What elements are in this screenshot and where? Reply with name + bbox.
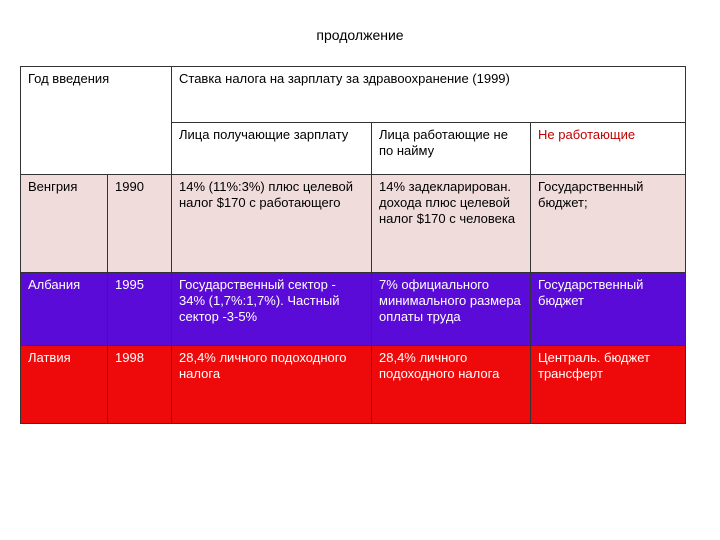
- tax-rate-table: [20, 66, 686, 424]
- self-employed-cell: 14% задекларирован. дохода плюс целевой налог $170 с человека: [372, 175, 531, 273]
- year-header-cell: [21, 67, 172, 175]
- group-header-cell: [172, 67, 686, 123]
- column-header-non-working: [531, 123, 686, 175]
- salaried-cell: 28,4% личного подоходного налога: [172, 346, 372, 424]
- table-row-hungary: [21, 175, 686, 273]
- column-header-salaried: [172, 123, 372, 175]
- non-working-cell: Государственный бюджет: [531, 273, 686, 346]
- self-employed-cell: 7% официального минимального размера оплаты труда: [372, 273, 531, 346]
- column-header-label: Не работающие: [538, 127, 636, 142]
- year-header-label: Год введения: [28, 71, 110, 86]
- column-header-self-employed: [372, 123, 531, 175]
- year-cell: 1995: [108, 273, 172, 346]
- table-row-latvia: [21, 346, 686, 424]
- salaried-cell: 14% (11%:3%) плюс целевой налог $170 с работающего: [172, 175, 372, 273]
- self-employed-cell: 28,4% личного подоходного налога: [372, 346, 531, 424]
- salaried-cell: Государственный сектор - 34% (1,7%:1,7%). Частный сектор -3-5%: [172, 273, 372, 346]
- slide-caption: продолжение: [316, 27, 404, 43]
- column-header-label: Лица работающие не по найму: [379, 127, 508, 158]
- group-header-title: Ставка налога на зарплату за здравоохранение (1999): [179, 71, 510, 86]
- year-cell: 1998: [108, 346, 172, 424]
- table-row-albania: [21, 273, 686, 346]
- year-cell: 1990: [108, 175, 172, 273]
- column-header-label: Лица получающие зарплату: [179, 127, 349, 142]
- non-working-cell: Централь. бюджет трансферт: [531, 346, 686, 424]
- non-working-cell: Государственный бюджет;: [531, 175, 686, 273]
- country-cell: Латвия: [21, 346, 108, 424]
- country-cell: Албания: [21, 273, 108, 346]
- country-cell: Венгрия: [21, 175, 108, 273]
